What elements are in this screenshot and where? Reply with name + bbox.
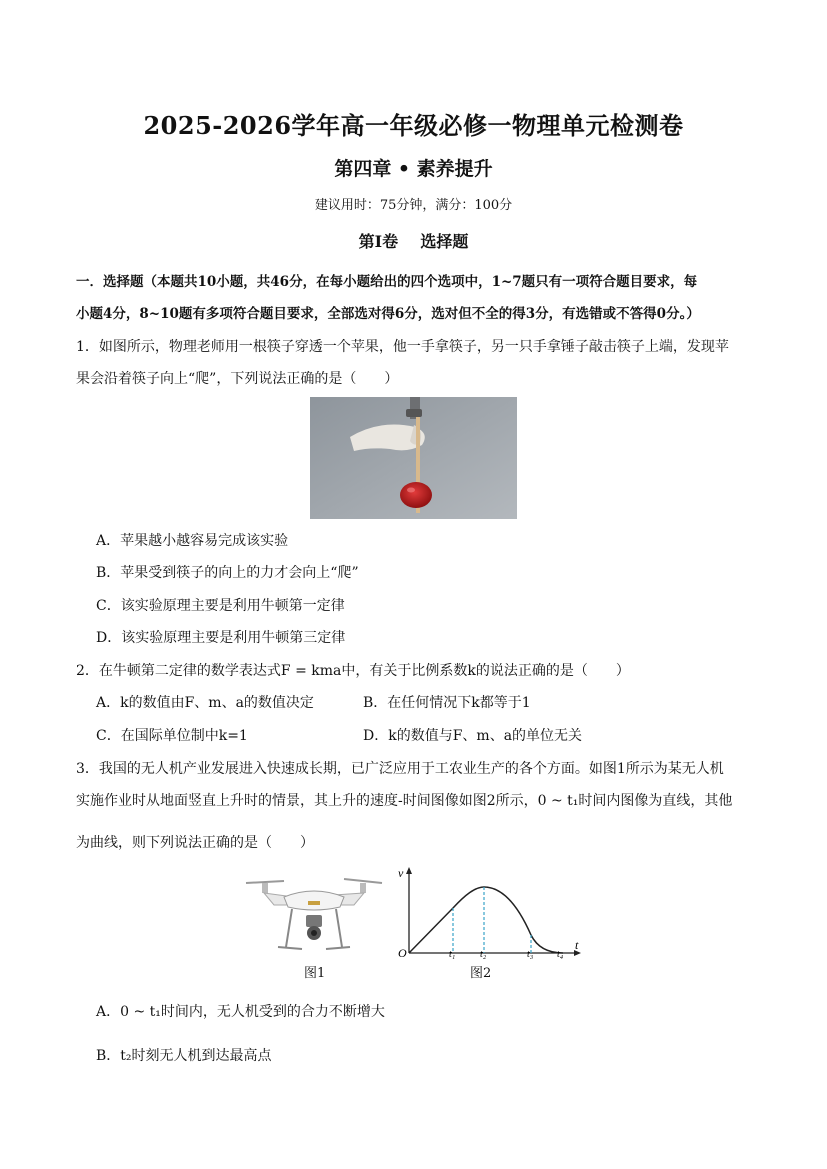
page-title: 2025-2026学年高一年级必修一物理单元检测卷 <box>143 111 684 140</box>
graph-t3-label: t₃ <box>527 949 534 960</box>
q3-figure2-caption: 图2 <box>470 966 492 981</box>
graph-y-label: v <box>398 866 404 880</box>
q3-figure1-caption: 图1 <box>304 966 326 981</box>
graph-t2-label: t₂ <box>480 949 487 960</box>
chapter-subtitle: 第四章 • 素养提升 <box>334 158 493 180</box>
section-instruction-line2: 小题4分，8~10题有多项符合题目要求，全部选对得6分，选对但不全的得3分，有选错或不答得0分。） <box>76 306 700 322</box>
q3-drone-image <box>244 875 384 955</box>
q2-option-a[interactable]: A．k的数值由F、m、a的数值决定 <box>96 695 314 711</box>
q1-option-d[interactable]: D．该实验原理主要是利用牛顿第三定律 <box>96 630 346 646</box>
q3-velocity-time-graph <box>395 865 585 960</box>
q1-text-line2: 果会沿着筷子向上“爬”，下列说法正确的是（ ） <box>76 371 399 387</box>
q3-option-a[interactable]: A．0 ~ t₁时间内，无人机受到的合力不断增大 <box>96 1004 385 1020</box>
section-instruction-line1: 一．选择题（本题共10小题，共46分，在每小题给出的四个选项中，1~7题只有一项符合题目要求，每 <box>76 274 698 290</box>
q1-option-b[interactable]: B．苹果受到筷子的向上的力才会向上“爬” <box>96 565 359 581</box>
q1-text-line1: 1．如图所示，物理老师用一根筷子穿透一个苹果，他一手拿筷子，另一只手拿锤子敲击筷子上端，发现苹 <box>76 339 729 355</box>
q1-option-c[interactable]: C．该实验原理主要是利用牛顿第一定律 <box>96 598 345 614</box>
q1-photo-apple-chopstick <box>310 397 517 519</box>
graph-t1-label: t₁ <box>449 949 456 960</box>
q2-option-c[interactable]: C．在国际单位制中k=1 <box>96 728 248 744</box>
q2-option-b[interactable]: B．在任何情况下k都等于1 <box>363 695 531 711</box>
q3-text-line3: 为曲线，则下列说法正确的是（ ） <box>76 835 314 851</box>
graph-t4-label: t₄ <box>557 949 564 960</box>
exam-info: 建议用时：75分钟，满分：100分 <box>314 198 513 213</box>
part-heading: 第I卷 选择题 <box>358 232 469 251</box>
graph-origin-label: O <box>398 946 407 960</box>
graph-x-label: t <box>575 938 579 952</box>
q3-text-line2: 实施作业时从地面竖直上升时的情景，其上升的速度-时间图像如图2所示，0 ~ t₁时间内图像为直线，其他 <box>76 793 733 809</box>
q1-option-a[interactable]: A．苹果越小越容易完成该实验 <box>96 533 289 549</box>
q3-text-line1: 3．我国的无人机产业发展进入快速成长期，已广泛应用于工农业生产的各个方面。如图1所示为某无人机 <box>76 761 724 777</box>
q2-option-d[interactable]: D．k的数值与F、m、a的单位无关 <box>363 728 583 744</box>
q3-option-b[interactable]: B．t₂时刻无人机到达最高点 <box>96 1048 272 1064</box>
q2-text-line1: 2．在牛顿第二定律的数学表达式F = kma中，有关于比例系数k的说法正确的是（ ） <box>76 663 630 679</box>
